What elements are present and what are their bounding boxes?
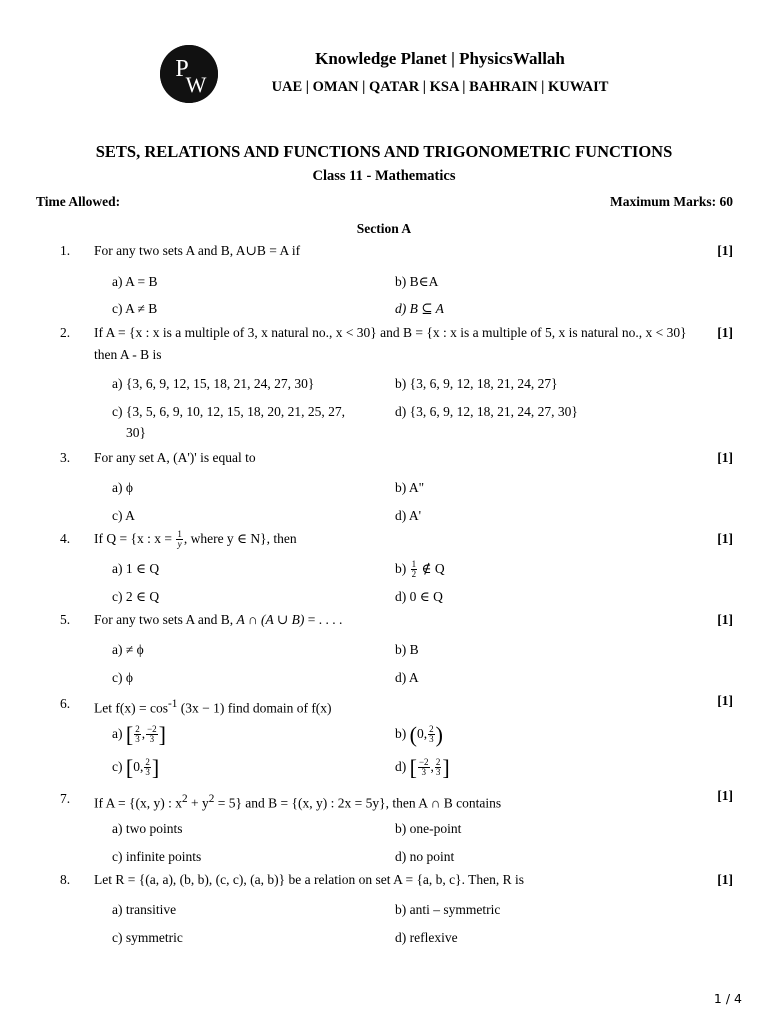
option-c: [112, 756, 367, 779]
left-paren: (: [409, 721, 417, 747]
svg-text:P: P: [175, 56, 189, 82]
option-a: a) transitive: [112, 902, 177, 917]
option-a: a) A = B: [112, 274, 158, 289]
paper-title: SETS, RELATIONS AND FUNCTIONS AND TRIGONOMETRIC FUNCTIONS: [95, 142, 673, 161]
question-number: 3.: [60, 450, 71, 465]
question-text: [94, 609, 694, 631]
option-d: d) reflexive: [395, 930, 458, 945]
option-label: a): [112, 726, 123, 741]
question-text-part: = . . . .: [304, 612, 343, 627]
pw-logo: [160, 45, 218, 103]
brand-title: Knowledge Planet | PhysicsWallah: [315, 49, 565, 68]
option-a: a) ≠ ϕ: [112, 642, 144, 657]
right-bracket: ]: [151, 754, 160, 780]
option-c-line2: 30}: [126, 425, 146, 440]
page-number: 1 / 4: [713, 991, 742, 1006]
fraction-denominator: 3: [135, 734, 140, 745]
question-text-part: If Q = {x : x =: [94, 531, 176, 546]
fraction-denominator: 3: [435, 767, 441, 778]
fraction: [428, 725, 435, 744]
fraction: [146, 725, 158, 744]
question-marks: [1]: [717, 243, 733, 258]
fraction-numerator: 2: [145, 757, 150, 768]
question-text: If A = {x : x is a multiple of 3, x natural no., x < 30} and B = {x : x is a multiple of 5, x is natural no., x < 30} then A - B is: [94, 325, 687, 362]
fraction: [411, 560, 418, 579]
option-d: d) A: [395, 670, 419, 685]
question-text: [94, 693, 694, 720]
question-number: 2.: [60, 325, 71, 340]
option-a: a) [ $\frac{2}{3}$ , $\frac{-2}{3}$ ]: [112, 721, 166, 747]
fraction-denominator: 3: [149, 734, 155, 745]
zero-value: 0,: [416, 726, 428, 741]
fraction: [176, 530, 183, 549]
fraction: [134, 725, 141, 744]
option-d: d) A': [395, 508, 422, 523]
left-bracket: [: [125, 754, 134, 780]
fraction: [418, 758, 430, 777]
math-expression: (3x − 1): [180, 700, 225, 716]
fraction-denominator: 3: [429, 734, 434, 745]
fraction-numerator: −2: [418, 757, 429, 768]
left-bracket: [: [409, 754, 417, 780]
option-d: d) [ $\frac{-2}{3}$ , $\frac{2}{3}$ ]: [395, 754, 450, 780]
option-c: [112, 401, 367, 443]
fraction-numerator: 2: [435, 757, 441, 768]
question-number: 8.: [60, 872, 71, 887]
paper-class: Class 11 - Mathematics: [312, 168, 456, 184]
option-c: c) ϕ: [112, 670, 133, 685]
question-number: 7.: [60, 791, 71, 806]
question-text: [94, 788, 694, 815]
question-text: [94, 528, 694, 550]
fraction-numerator: 1: [177, 529, 182, 540]
fraction-denominator: 2: [411, 569, 417, 580]
question-marks: [1]: [717, 788, 733, 803]
option-b: b) {3, 6, 9, 12, 18, 21, 24, 27}: [395, 376, 558, 391]
option-d: d) no point: [395, 849, 455, 864]
option-text: ∉ Q: [421, 561, 445, 576]
question-text: Let R = {(a, a), (b, b), (c, c), (a, b)} be a relation on set A = {a, b, c}. Then, R is: [94, 872, 525, 887]
option-a: a) ϕ: [112, 480, 133, 495]
question-marks: [1]: [717, 325, 733, 340]
fraction-denominator: 3: [145, 767, 150, 778]
pw-logo-icon: [160, 45, 218, 103]
option-label: c): [112, 759, 123, 774]
fraction-numerator: 1: [411, 559, 417, 570]
brand-regions: UAE | OMAN | QATAR | KSA | BAHRAIN | KUWAIT: [271, 79, 609, 95]
superscript: 2: [181, 793, 188, 805]
zero-value: 0,: [133, 759, 144, 774]
option-c: c) A ≠ B: [112, 301, 158, 316]
superscript: -1: [167, 698, 178, 710]
option-d: d) B ⊆ A: [395, 301, 444, 316]
left-bracket: [: [125, 721, 134, 747]
option-label: b): [395, 726, 407, 741]
time-allowed: Time Allowed:: [36, 194, 121, 209]
right-bracket: ]: [158, 721, 166, 747]
question-text-part: If A = {(x, y) : x: [94, 795, 182, 811]
fraction-denominator: y: [177, 539, 182, 550]
option-b: b) anti – symmetric: [395, 902, 501, 917]
fraction-denominator: 3: [421, 767, 426, 778]
maximum-marks: Maximum Marks: 60: [610, 194, 733, 209]
option-label: b): [395, 561, 410, 576]
question-marks: [1]: [717, 872, 733, 887]
question-text-part: , where y ∈ N}, then: [183, 531, 297, 546]
option-a: a) {3, 6, 9, 12, 15, 18, 21, 24, 27, 30}: [112, 376, 315, 391]
question-text-part: Let f(x) = cos: [94, 700, 168, 716]
question-number: 4.: [60, 531, 71, 546]
fraction-numerator: 2: [135, 724, 140, 735]
option-c: c) infinite points: [112, 849, 202, 864]
question-number: 6.: [60, 696, 71, 711]
option-b: [395, 723, 695, 746]
fraction-numerator: 2: [429, 724, 434, 735]
option-b: b) one-point: [395, 821, 462, 836]
question-number: 5.: [60, 612, 71, 627]
superscript: 2: [208, 793, 215, 805]
fraction: [435, 758, 442, 777]
option-d: d) {3, 6, 9, 12, 18, 21, 24, 27, 30}: [395, 404, 578, 419]
question-marks: [1]: [717, 531, 733, 546]
option-a: a) two points: [112, 821, 183, 836]
question-marks: [1]: [717, 612, 733, 627]
math-expression: A ∩ (A ∪ B): [236, 612, 305, 627]
option-label: d): [395, 759, 407, 774]
question-text: For any set A, (A')' is equal to: [94, 450, 256, 465]
fraction: [144, 758, 151, 777]
option-c-line1: c) {3, 5, 6, 9, 10, 12, 15, 18, 20, 21, 25, 27,: [112, 404, 345, 419]
right-bracket: ]: [442, 754, 450, 780]
question-text-part: find domain of f(x): [224, 700, 332, 716]
option-c: c) symmetric: [112, 930, 183, 945]
question-text-part: For any two sets A and B,: [94, 612, 237, 627]
option-c: c) A: [112, 508, 135, 523]
question-number: 1.: [60, 243, 71, 258]
section-heading: Section A: [356, 221, 412, 236]
option-b: b) B: [395, 642, 419, 657]
option-d: d) 0 ∈ Q: [395, 589, 443, 604]
option-b: b) A": [395, 480, 425, 495]
option-c: c) 2 ∈ Q: [112, 589, 160, 604]
option-a: a) 1 ∈ Q: [112, 561, 160, 576]
question-text-part: = 5} and B = {(x, y) : 2x = 5y}, then A ∩ B contains: [214, 795, 502, 811]
question-marks: [1]: [717, 693, 733, 708]
question-text: For any two sets A and B, A∪B = A if: [94, 243, 301, 258]
question-text-part: + y: [187, 795, 209, 811]
right-paren: ): [435, 721, 443, 747]
option-b: b) B∈A: [395, 274, 439, 289]
option-b: [395, 558, 695, 579]
fraction-numerator: −2: [147, 724, 157, 735]
svg-text:W: W: [185, 72, 207, 97]
question-marks: [1]: [717, 450, 733, 465]
